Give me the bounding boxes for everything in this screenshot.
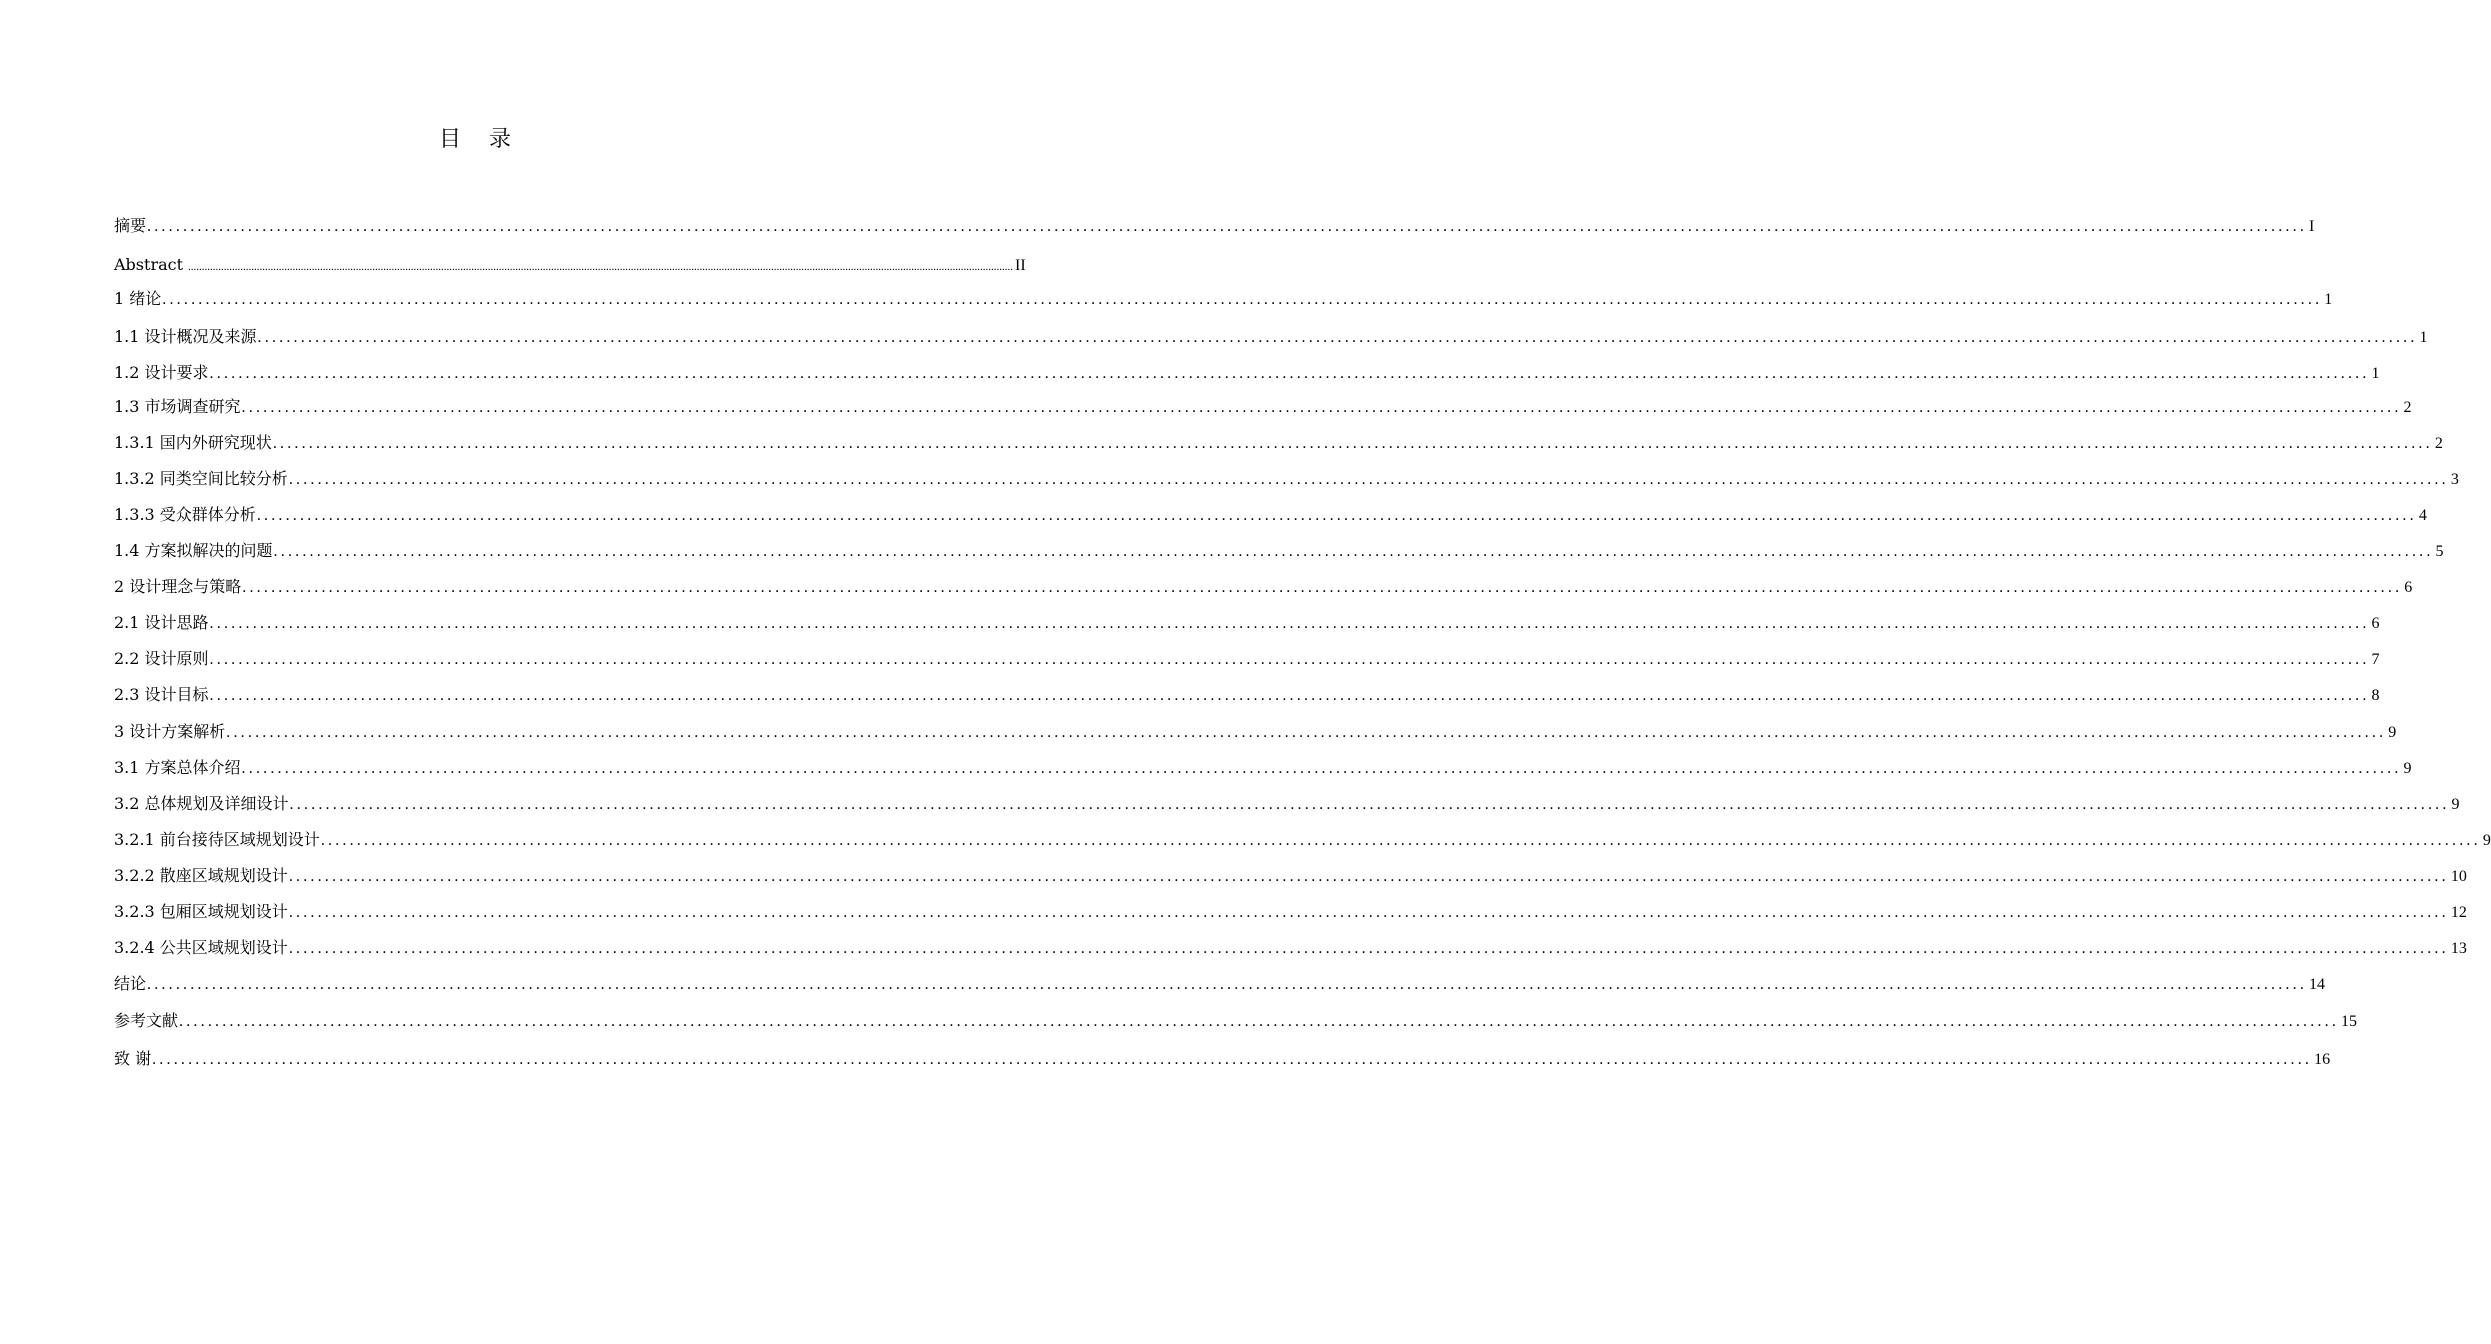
- toc-entry-label: 3.2.3 包厢区域规划设计: [114, 902, 288, 921]
- toc-entry[interactable]: [114, 1011, 2358, 1032]
- toc-entry[interactable]: [114, 794, 2460, 815]
- toc-entry[interactable]: [114, 613, 2380, 634]
- page-title: [0, 122, 950, 153]
- toc-leader-dots: ............................................................................................................................................................................................................................................................................................................: [241, 760, 2402, 777]
- toc-entry-label: 2.3 设计目标: [114, 685, 209, 704]
- toc-entry-page: 6: [2371, 615, 2380, 632]
- toc-entry-label: 参考文献: [114, 1011, 179, 1030]
- toc-leader-dots: ............................................................................................................................................................................................................................................................................................................: [209, 651, 2370, 668]
- toc-entry[interactable]: [114, 649, 2380, 670]
- toc-entry-page: 2: [2434, 435, 2443, 452]
- toc-entry-label: Abstract: [114, 255, 184, 274]
- toc-leader-dots: ............................................................................................................................................................................................................................................................................................................: [273, 543, 2434, 560]
- toc-leader-dots: ............................................................................................................................................................................................................................................................................................................: [288, 471, 2449, 488]
- toc-entry-page: II: [1015, 257, 1026, 274]
- title-char-1: 目: [438, 127, 461, 152]
- toc-entry-page: 8: [2371, 687, 2380, 704]
- toc-leader-dots: ............................................................................................................................................................................................................................................................................................................: [256, 507, 2417, 524]
- toc-entry[interactable]: [114, 938, 2467, 959]
- toc-entry-label: 3.2.4 公共区域规划设计: [114, 938, 288, 957]
- toc-entry-page: 4: [2418, 507, 2427, 524]
- toc-entry[interactable]: [114, 974, 2326, 995]
- toc-entry-page: 2: [2403, 399, 2412, 416]
- toc-leader-dots: ............................................................................................................................................................................................................................................................................................................: [152, 1051, 2313, 1068]
- toc-entry-page: 1: [2371, 365, 2380, 382]
- toc-entry-label: 2.2 设计原则: [114, 649, 209, 668]
- toc-entry-label: 1.3.3 受众群体分析: [114, 505, 256, 524]
- toc-leader-dots: ............................................................................................................................................................................................................................................................................................................: [209, 365, 2370, 382]
- toc-leader-dots: ............................................................................................................................................................................................................................................................................................................: [288, 868, 2449, 885]
- toc-entry-label: 3.2 总体规划及详细设计: [114, 794, 289, 813]
- toc-entry-page: 3: [2450, 471, 2459, 488]
- toc-entry-page: 16: [2314, 1051, 2331, 1068]
- toc-leader-dots: ............................................................................................................................................................................................................................................................................................................: [257, 329, 2418, 346]
- toc-entry-page: 9: [2482, 832, 2491, 849]
- toc-entry-page: 9: [2451, 796, 2460, 813]
- toc-leader-dots: ............................................................................................................................................................................................................................................................................................................: [272, 435, 2433, 452]
- toc-entry-page: 7: [2371, 651, 2380, 668]
- title-char-2: 录: [489, 127, 512, 152]
- toc-entry-page: 12: [2450, 904, 2467, 921]
- toc-entry[interactable]: [114, 902, 2467, 923]
- toc-entry-label: 3.1 方案总体介绍: [114, 758, 241, 777]
- toc-entry[interactable]: [114, 541, 2444, 562]
- toc-entry[interactable]: [114, 577, 2413, 598]
- toc-leader-dots: ............................................................................................................................................................................................................................................................................................................: [147, 976, 2308, 993]
- toc-entry-page: 14: [2309, 976, 2326, 993]
- toc-leader-dots: ............................................................................................................................................................................................................................................................................................................: [242, 579, 2403, 596]
- toc-leader-dots: ............................................................................................................................................................................................................................................................................................................: [162, 291, 2323, 308]
- toc-leader-dots: ............................................................................................................................................................................................................................................................................................................: [147, 218, 2308, 235]
- toc-entry[interactable]: [114, 866, 2467, 887]
- toc-entry[interactable]: [114, 722, 2397, 743]
- toc-entry[interactable]: [114, 255, 1026, 277]
- toc-entry-page: 5: [2435, 543, 2444, 560]
- toc-entry-page: 1: [2419, 329, 2428, 346]
- toc-entry[interactable]: [114, 1049, 2331, 1070]
- toc-entry[interactable]: [114, 505, 2427, 526]
- toc-entry[interactable]: [114, 327, 2428, 348]
- toc-entry-label: 3 设计方案解析: [114, 722, 226, 741]
- toc-leader-dots: ............................................................................................................................................................................................................................................................................................................: [320, 832, 2481, 849]
- toc-entry-label: 结论: [114, 974, 147, 993]
- toc-leader-dots: ............................................................................................................................................................................................................................................................................................................: [209, 615, 2370, 632]
- toc-entry[interactable]: [114, 363, 2380, 384]
- toc-leader-dots: ............................................................................................................................................................................................................................................................................................................: [226, 724, 2387, 741]
- toc-entry-label: 3.2.1 前台接待区域规划设计: [114, 830, 320, 849]
- toc-entry-page: 13: [2450, 940, 2467, 957]
- toc-leader-dots: ............................................................................................................................................................................................................................................................................................................: [289, 796, 2450, 813]
- toc-entry[interactable]: [114, 830, 2491, 851]
- toc-entry-label: 1.4 方案拟解决的问题: [114, 541, 273, 560]
- toc-leader-dots: ............................................................................................................................................................................................................................................................................................................: [209, 687, 2370, 704]
- toc-entry-label: 摘要: [114, 216, 147, 235]
- toc-entry-label: 2 设计理念与策略: [114, 577, 242, 596]
- toc-leader-dots: ............................................................................................................................................................................................................................................................................................................: [188, 261, 1014, 273]
- toc-leader-dots: ............................................................................................................................................................................................................................................................................................................: [288, 940, 2449, 957]
- toc-entry[interactable]: [114, 758, 2412, 779]
- toc-entry[interactable]: [114, 685, 2380, 706]
- toc-entry-label: 1.1 设计概况及来源: [114, 327, 257, 346]
- toc-entry-page: 6: [2404, 579, 2413, 596]
- toc-entry-page: 9: [2388, 724, 2397, 741]
- toc-entry-page: 1: [2324, 291, 2333, 308]
- toc-entry-label: 2.1 设计思路: [114, 613, 209, 632]
- toc-leader-dots: ............................................................................................................................................................................................................................................................................................................: [241, 399, 2402, 416]
- toc-leader-dots: ............................................................................................................................................................................................................................................................................................................: [179, 1013, 2340, 1030]
- toc-entry-page: 15: [2341, 1013, 2358, 1030]
- toc-entry-label: 致 谢: [114, 1049, 152, 1068]
- toc-entry-label: 1.3 市场调查研究: [114, 397, 241, 416]
- toc-entry-label: 1.2 设计要求: [114, 363, 209, 382]
- toc-entry[interactable]: [114, 469, 2459, 490]
- toc-entry[interactable]: [114, 289, 2333, 310]
- toc-entry[interactable]: [114, 216, 2315, 237]
- toc-entry-label: 3.2.2 散座区域规划设计: [114, 866, 288, 885]
- toc-leader-dots: ............................................................................................................................................................................................................................................................................................................: [288, 904, 2449, 921]
- toc-entry-page: I: [2309, 218, 2315, 235]
- toc-entry[interactable]: [114, 397, 2412, 418]
- toc-entry-page: 9: [2403, 760, 2412, 777]
- toc-entry-page: 10: [2450, 868, 2467, 885]
- toc-entry-label: 1.3.2 同类空间比较分析: [114, 469, 288, 488]
- toc-entry[interactable]: [114, 433, 2443, 454]
- toc-entry-label: 1 绪论: [114, 289, 162, 308]
- toc-entry-label: 1.3.1 国内外研究现状: [114, 433, 272, 452]
